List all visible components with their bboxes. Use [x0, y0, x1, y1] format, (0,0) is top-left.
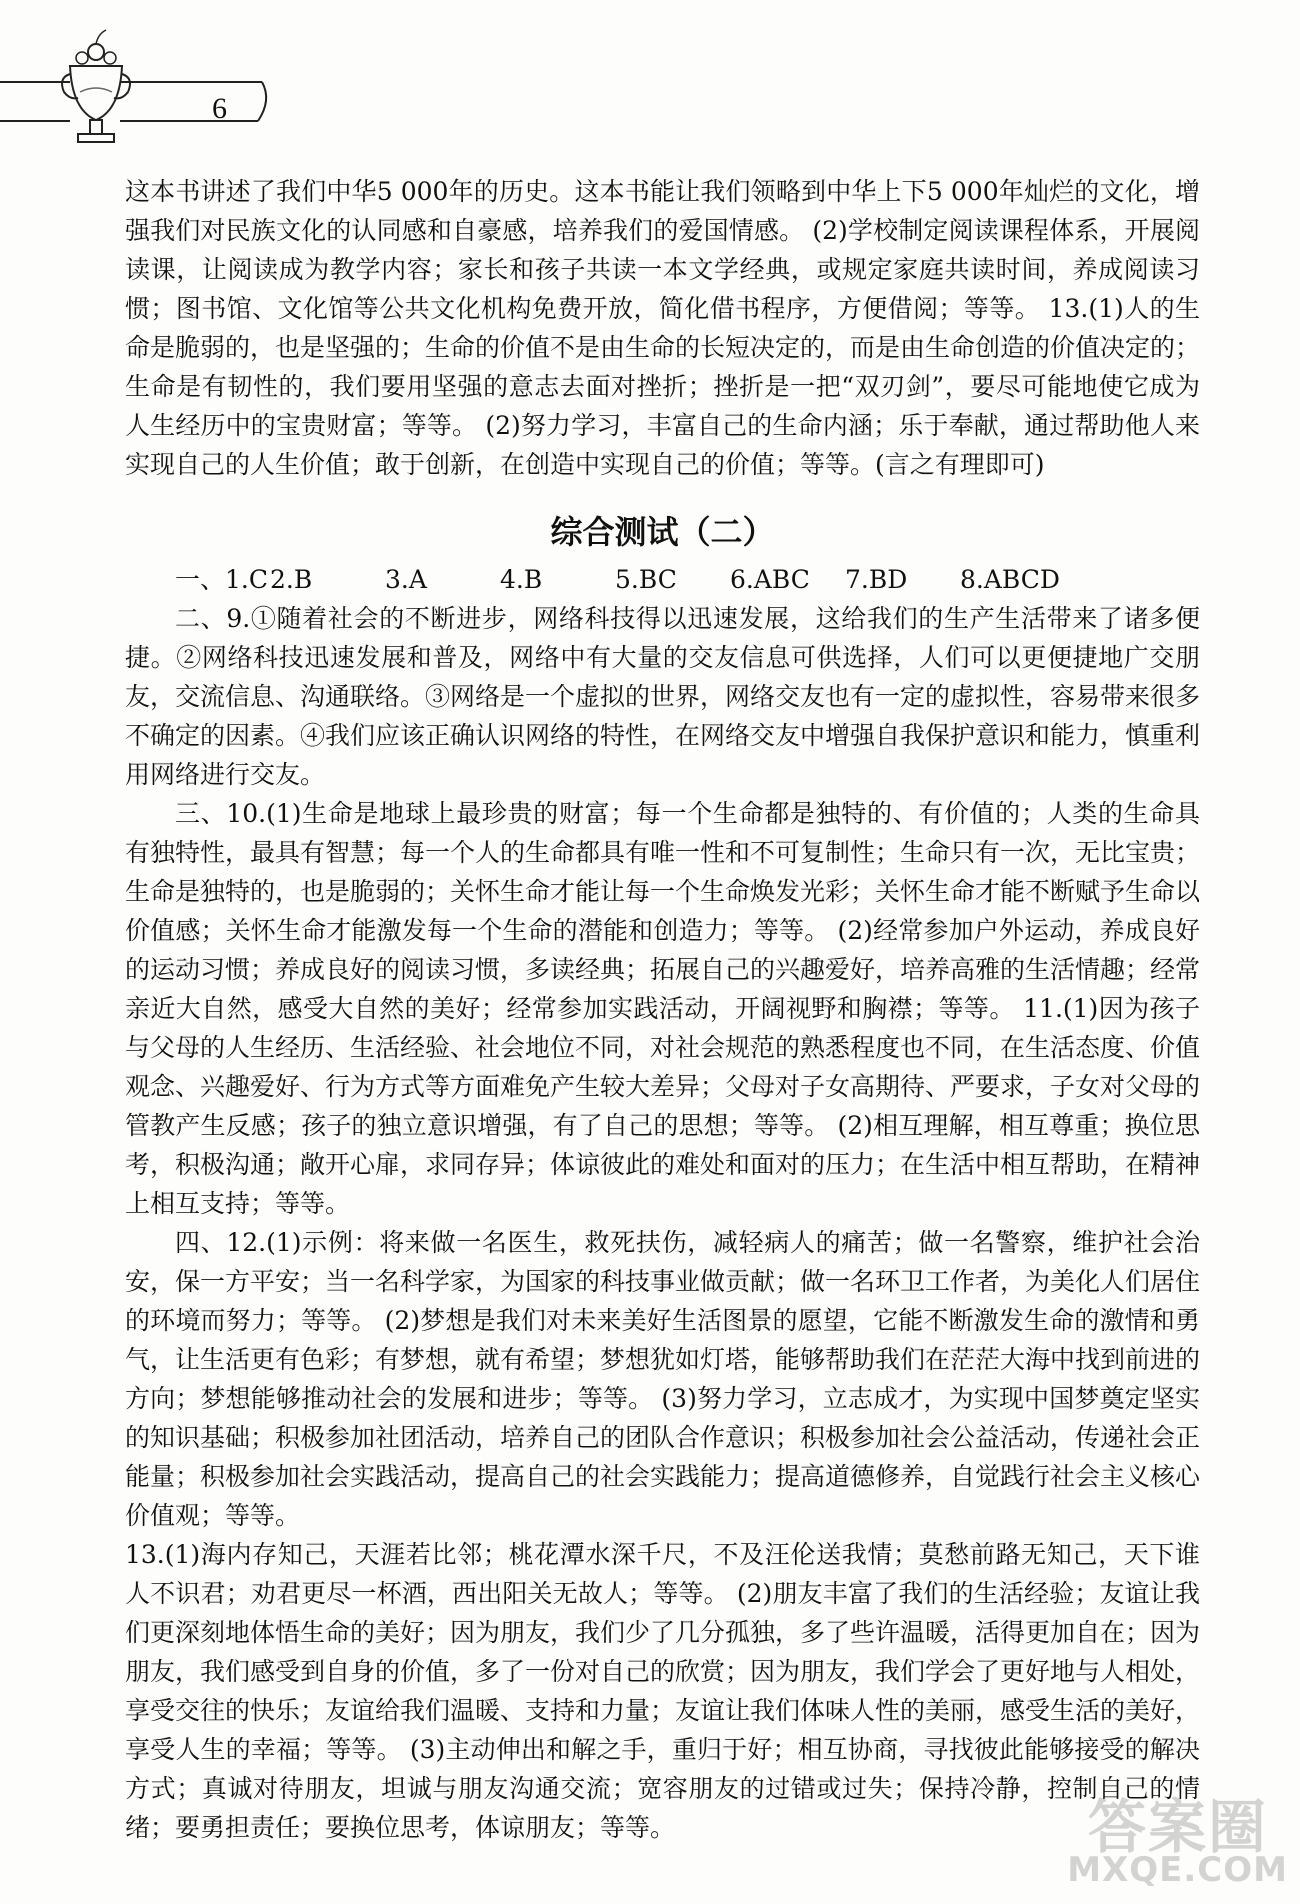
mc-answer: 7.BD [845, 565, 908, 594]
watermark-mark: 答案圈 [1088, 1793, 1269, 1861]
mc-answer: 6.ABC [730, 565, 810, 594]
mc-answer: 一、1.C [175, 565, 268, 594]
answer-paragraph: 四、12.(1)示例：将来做一名医生，救死扶伤，减轻病人的痛苦；做一名警察，维护社会治安，保一方平安；当一名科学家，为国家的科技事业做贡献；做一名环卫工作者，为美化人们居住的环境而努力；等等。 (2)梦想是我们对未来美好生活图景的愿望，它能不断激发生命的激情和勇气，让生活更有色彩；有梦想，就有希望；梦想犹如灯塔，能够帮助我们在茫茫大海中找到前进的方向；梦想能够推动社会的发展和进步；等等。 (3)努力学习，立志成才，为实现中国梦奠定坚实的知识基础；积极参加社团活动，培养自己的团队合作意识；积极参加社会公益活动，传递社会正能量；积极参加社会实践活动，提高自己的社会实践能力；提高道德修养，自觉践行社会主义核心价值观；等等。 [125, 1228, 1201, 1530]
trophy-decoration-icon [0, 0, 300, 170]
multiple-choice-answers [125, 560, 1200, 599]
page-header [0, 0, 1300, 170]
watermark-domain: MXQE.COM [1067, 1850, 1288, 1890]
answer-paragraph: 二、9.①随着社会的不断进步，网络科技得以迅速发展，这给我们的生产生活带来了诸多便捷。②网络科技迅速发展和普及，网络中有大量的交友信息可供选择，人们可以更便捷地广交朋友，交流信息、沟通联络。③网络是一个虚拟的世界，网络交友也有一定的虚拟性，容易带来很多不确定的因素。④我们应该正确认识网络的特性，在网络交友中增强自我保护意识和能力，慎重利用网络进行交友。 [125, 604, 1201, 789]
watermark-logo [1067, 1780, 1288, 1890]
answer-paragraph: 这本书讲述了我们中华5 000年的历史。这本书能让我们领略到中华上下5 000年灿烂的文化，增强我们对民族文化的认同感和自豪感，培养我们的爱国情感。 (2)学校制定阅读课程体系，开展阅读课，让阅读成为教学内容；家长和孩子共读一本文学经典，或规定家庭共读时间，养成阅读习惯；图书馆、文化馆等公共文化机构免费开放，简化借书程序，方便借阅；等等。 13.(1)人的生命是脆弱的，也是坚强的；生命的价值不是由生命的长短决定的，而是由生命创造的价值决定的；生命是有韧性的，我们要用坚强的意志去面对挫折；挫折是一把“双刃剑”，要尽可能地使它成为人生经历中的宝贵财富；等等。 (2)努力学习，丰富自己的生命内涵；乐于奉献，通过帮助他人来实现自己的人生价值；敢于创新，在创造中实现自己的价值；等等。(言之有理即可) [125, 177, 1201, 479]
answer-paragraph: 13.(1)海内存知己，天涯若比邻；桃花潭水深千尺，不及汪伦送我情；莫愁前路无知己，天下谁人不识君；劝君更尽一杯酒，西出阳关无故人；等等。 (2)朋友丰富了我们的生活经验；友谊让我们更深刻地体悟生命的美好；因为朋友，我们少了几分孤独，多了些许温暖，活得更加自在；因为朋友，我们感受到自身的价值，多了一份对自己的欣赏；因为朋友，我们学会了更好地与人相处，享受交往的快乐；友谊给我们温暖、支持和力量；友谊让我们体味人性的美丽，感受生活的美好，享受人生的幸福；等等。 (3)主动伸出和解之手，重归于好；相互协商，寻找彼此能够接受的解决方式；真诚对待朋友，坦诚与朋友沟通交流；宽容朋友的过错或过失；保持冷静，控制自己的情绪；要勇担责任；要换位思考，体谅朋友；等等。 [125, 1540, 1201, 1842]
mc-answer: 4.B [500, 565, 543, 594]
answer-paragraph: 三、10.(1)生命是地球上最珍贵的财富；每一个生命都是独特的、有价值的；人类的生命具有独特性，最具有智慧；每一个人的生命都具有唯一性和不可复制性；生命只有一次，无比宝贵；生命是独特的，也是脆弱的；关怀生命才能让每一个生命焕发光彩；关怀生命才能不断赋予生命以价值感；关怀生命才能激发每一个生命的潜能和创造力；等等。 (2)经常参加户外运动，养成良好的运动习惯；养成良好的阅读习惯，多读经典；拓展自己的兴趣爱好，培养高雅的生活情趣；经常亲近大自然，感受大自然的美好；经常参加实践活动，开阔视野和胸襟；等等。 11.(1)因为孩子与父母的人生经历、生活经验、社会地位不同，对社会规范的熟悉程度也不同，在生活态度、价值观念、兴趣爱好、行为方式等方面难免产生较大差异；父母对子女高期待、严要求，子女对父母的管教产生反感；孩子的独立意识增强，有了自己的思想；等等。 (2)相互理解，相互尊重；换位思考，积极沟通；敞开心扉，求同存异；体谅彼此的难处和面对的压力；在生活中相互帮助，在精神上相互支持；等等。 [125, 799, 1201, 1218]
page-number: 6 [212, 92, 227, 125]
mc-answer: 3.A [385, 565, 427, 594]
section-title: 综合测试（二） [550, 513, 775, 551]
mc-answer: 5.BC [615, 565, 677, 594]
mc-answer: 8.ABCD [960, 565, 1060, 594]
mc-answer: 2.B [270, 565, 313, 594]
answer-content [125, 172, 1200, 1847]
